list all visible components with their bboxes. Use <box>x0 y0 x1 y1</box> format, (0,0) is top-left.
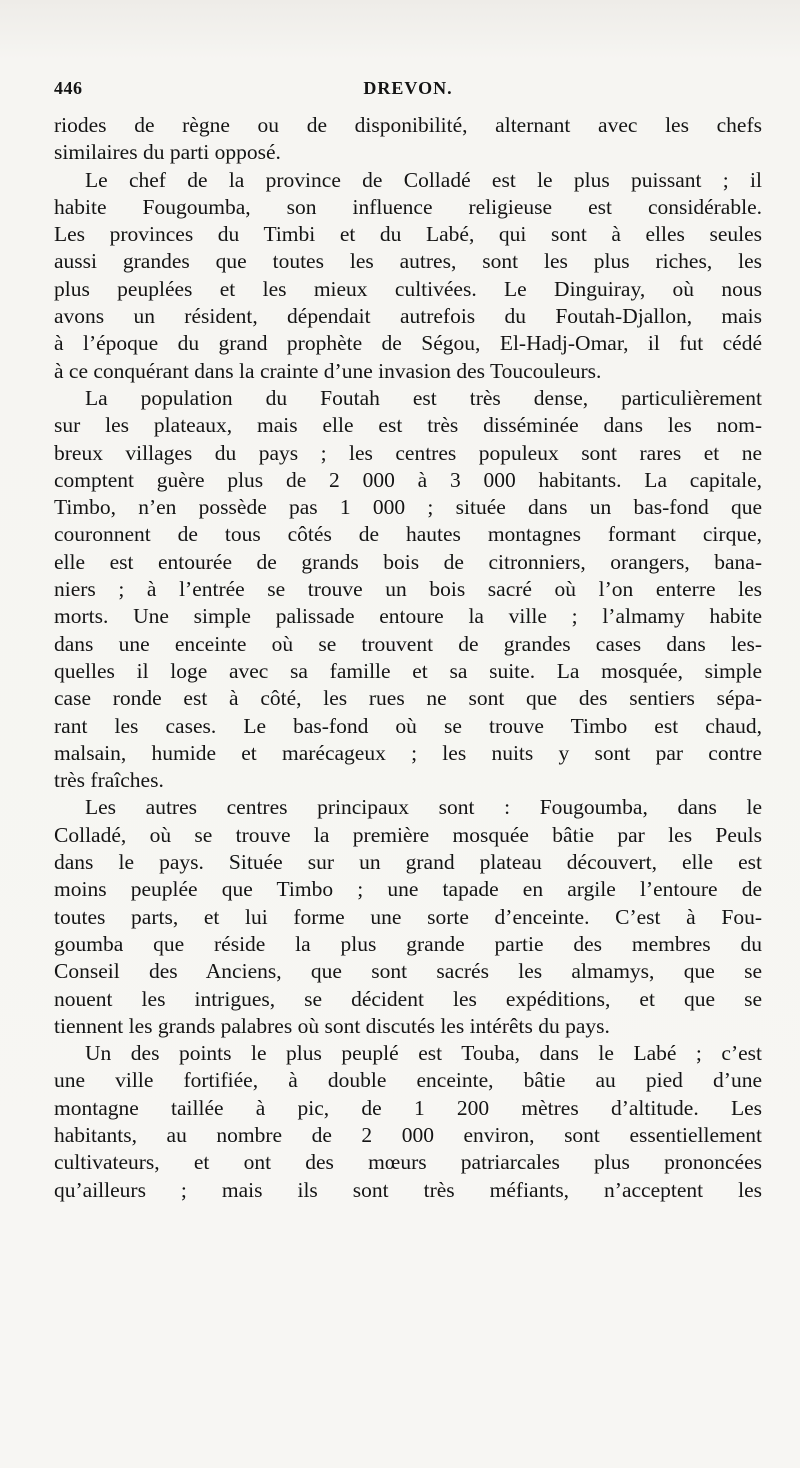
text-line: dans une enceinte où se trouvent de grandes cases dans les- <box>54 631 762 656</box>
text-line: malsain, humide et marécageux ; les nuits y sont par contre <box>54 740 762 765</box>
text-line: Conseil des Anciens, que sont sacrés les almamys, que se <box>54 959 762 984</box>
text-line: quelles il loge avec sa famille et sa suite. La mosquée, simple <box>54 658 762 683</box>
text-line: Les provinces du Timbi et du Labé, qui sont à elles seules <box>54 222 762 247</box>
text-line: très fraîches. <box>54 768 164 793</box>
text-line: comptent guère plus de 2 000 à 3 000 habitants. La capitale, <box>54 467 762 492</box>
text-line: La population du Foutah est très dense, particulièrement <box>85 385 762 410</box>
text-line: elle est entourée de grands bois de citronniers, orangers, bana- <box>54 549 762 574</box>
text-line: aussi grandes que toutes les autres, sont les plus riches, les <box>54 249 762 274</box>
text-line: Colladé, où se trouve la première mosquée bâtie par les Peuls <box>54 822 762 847</box>
text-line: nouent les intrigues, se décident les expéditions, et que se <box>54 986 762 1011</box>
text-line: rant les cases. Le bas-fond où se trouve Timbo est chaud, <box>54 713 762 738</box>
text-line: Le chef de la province de Colladé est le plus puissant ; il <box>85 167 762 192</box>
page-header <box>54 78 762 102</box>
text-line: case ronde est à côté, les rues ne sont que des sentiers sépa- <box>54 686 762 711</box>
text-line: plus peuplées et les mieux cultivées. Le Dinguiray, où nous <box>54 276 762 301</box>
text-line: sur les plateaux, mais elle est très disséminée dans les nom- <box>54 413 762 438</box>
text-line: morts. Une simple palissade entoure la ville ; l’almamy habite <box>54 604 762 629</box>
text-line: à l’époque du grand prophète de Ségou, El-Hadj-Omar, il fut cédé <box>54 331 762 356</box>
text-line: breux villages du pays ; les centres populeux sont rares et ne <box>54 440 762 465</box>
text-line: Timbo, n’en possède pas 1 000 ; située dans un bas-fond que <box>54 495 762 520</box>
text-line: qu’ailleurs ; mais ils sont très méfiants, n’acceptent les <box>54 1177 762 1202</box>
body-text <box>54 112 762 1204</box>
text-line: habite Fougoumba, son influence religieuse est considérable. <box>54 194 762 219</box>
text-line: riodes de règne ou de disponibilité, alternant avec les chefs <box>54 113 762 137</box>
text-line: toutes parts, et lui forme une sorte d’enceinte. C’est à Fou- <box>54 904 762 929</box>
text-line: montagne taillée à pic, de 1 200 mètres d’altitude. Les <box>54 1095 762 1120</box>
text-line: goumba que réside la plus grande partie des membres du <box>54 931 762 956</box>
text-line: Un des points le plus peuplé est Touba, dans le Labé ; c’est <box>85 1041 762 1066</box>
text-line: avons un résident, dépendait autrefois du Foutah-Djallon, mais <box>54 304 762 329</box>
text-line: dans le pays. Située sur un grand plateau découvert, elle est <box>54 850 762 875</box>
text-line: une ville fortifiée, à double enceinte, bâtie au pied d’une <box>54 1068 762 1093</box>
text-line: tiennent les grands palabres où sont discutés les intérêts du pays. <box>54 1013 610 1038</box>
text-line: à ce conquérant dans la crainte d’une invasion des Toucouleurs. <box>54 358 602 383</box>
page-number: 446 <box>54 78 83 98</box>
running-head: DREVON. <box>363 78 453 98</box>
text-line: Les autres centres principaux sont : Fougoumba, dans le <box>85 795 762 820</box>
text-line: habitants, au nombre de 2 000 environ, sont essentiellement <box>54 1122 762 1147</box>
text-line: cultivateurs, et ont des mœurs patriarcales plus prononcées <box>54 1150 762 1175</box>
text-line: similaires du parti opposé. <box>54 140 281 165</box>
text-line: couronnent de tous côtés de hautes montagnes formant cirque, <box>54 522 762 547</box>
text-line: moins peuplée que Timbo ; une tapade en argile l’entoure de <box>54 877 762 902</box>
text-line: niers ; à l’entrée se trouve un bois sacré où l’on enterre les <box>54 577 762 602</box>
